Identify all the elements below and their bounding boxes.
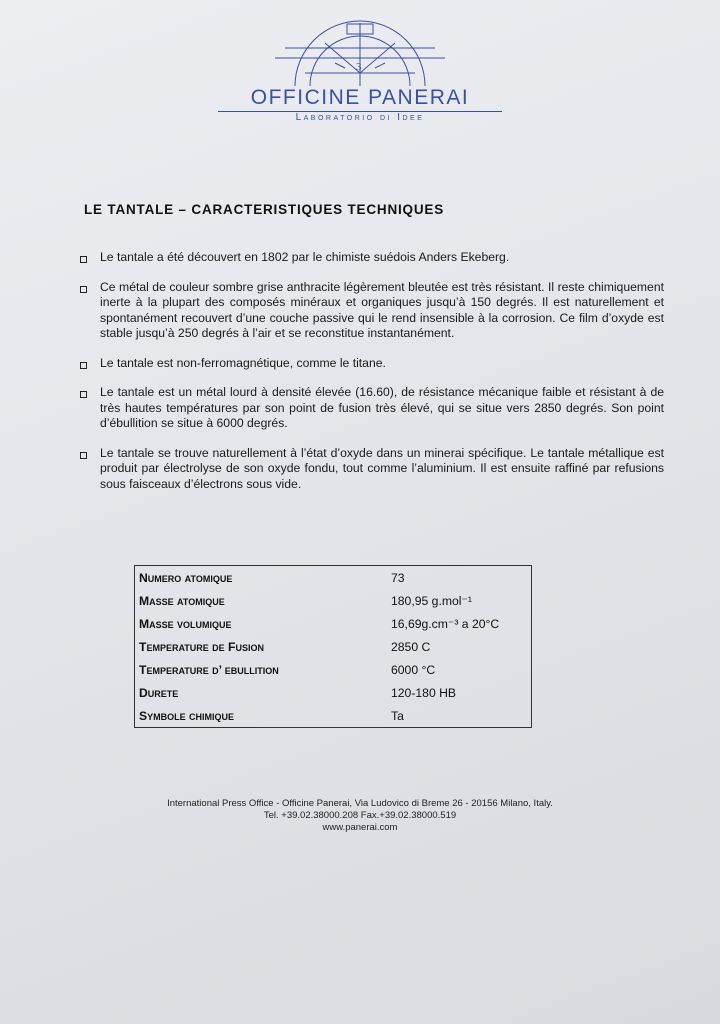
list-item [78,385,664,432]
checkbox-bullet-icon [80,452,87,459]
property-value: 180,95 g.mol⁻¹ [391,593,472,608]
list-item [78,250,664,266]
panerai-dial-logo-icon [265,18,455,88]
table-row [135,635,532,658]
list-item-text: Le tantale a été découvert en 1802 par le chimiste suédois Anders Ekeberg. [100,250,510,264]
svg-text:3: 3 [356,61,362,73]
property-name: Masse volumique [139,616,232,631]
panerai-logo [210,18,510,128]
table-row [135,704,532,728]
property-name: Durete [139,685,179,700]
list-item-text: Le tantale est non-ferromagnétique, comme le titane. [100,355,386,370]
brand-name: OFFICINE PANERAI [250,86,470,109]
property-value: Ta [391,708,404,723]
footer-address: International Press Office - Officine Panerai, Via Ludovico di Breme 26 - 20156 Milano, Italy. [167,798,553,809]
property-name: Symbole chimique [139,708,235,723]
table-row [135,681,532,704]
table-row [135,589,532,612]
property-value: 2850 C [391,639,431,654]
checkbox-bullet-icon [80,391,87,398]
property-name: Numero atomique [139,570,233,585]
list-item [78,356,664,372]
property-value: 16,69g.cm⁻³ a 20°C [391,616,500,631]
property-value: 120-180 HB [391,685,457,700]
property-name: Temperature d’ ebullition [139,662,279,677]
list-item-text: Le tantale est un métal lourd à densité élevée (16.60), de résistance mécanique faible et résistant à de très hautes températures par son point de fusion très élevé, qui se situe vers 2850 degrés. Son point d’ébullition se situe à 6000 degrés. [100,385,664,430]
property-name: Temperature de Fusion [139,639,265,654]
property-value: 6000 °C [391,662,436,677]
bullet-list [78,250,664,506]
property-value: 73 [391,570,405,585]
properties-table [134,565,532,728]
brand-subtitle: Laboratorio di Idee [295,112,425,123]
footer-website: www.panerai.com [322,822,398,833]
list-item-text: Ce métal de couleur sombre grise anthracite légèrement bleutée est très résistant. Il reste chimiquement inerte à la plupart des composés minéraux et organiques jusqu’à 150 degrés. Il est naturellement et spontanément recouvert d’une couche passive qui le rend insensible à la corrosion. Ce film d’oxyde est stable jusqu’à 250 degrés à l’air et se reconstitue instantanément. [100,279,664,340]
table-row [135,658,532,681]
list-item [78,280,664,342]
footer-phone: Tel. +39.02.38000.208 Fax.+39.02.38000.519 [263,810,457,821]
list-item-text: Le tantale se trouve naturellement à l’état d’oxyde dans un minerai spécifique. Le tantale métallique est produit par électrolyse de son oxyde fondu, tout comme l’aluminium. Il est ensuite raffiné par refusions sous faisceaux d’électrons sous vide. [100,445,664,491]
checkbox-bullet-icon [80,286,87,293]
footer [100,798,620,834]
table-row [135,566,532,590]
checkbox-bullet-icon [80,362,87,369]
checkbox-bullet-icon [80,256,87,263]
page-title: LE TANTALE – CARACTERISTIQUES TECHNIQUES [84,202,445,217]
table-row [135,612,532,635]
property-name: Masse atomique [139,593,225,608]
list-item [78,446,664,493]
